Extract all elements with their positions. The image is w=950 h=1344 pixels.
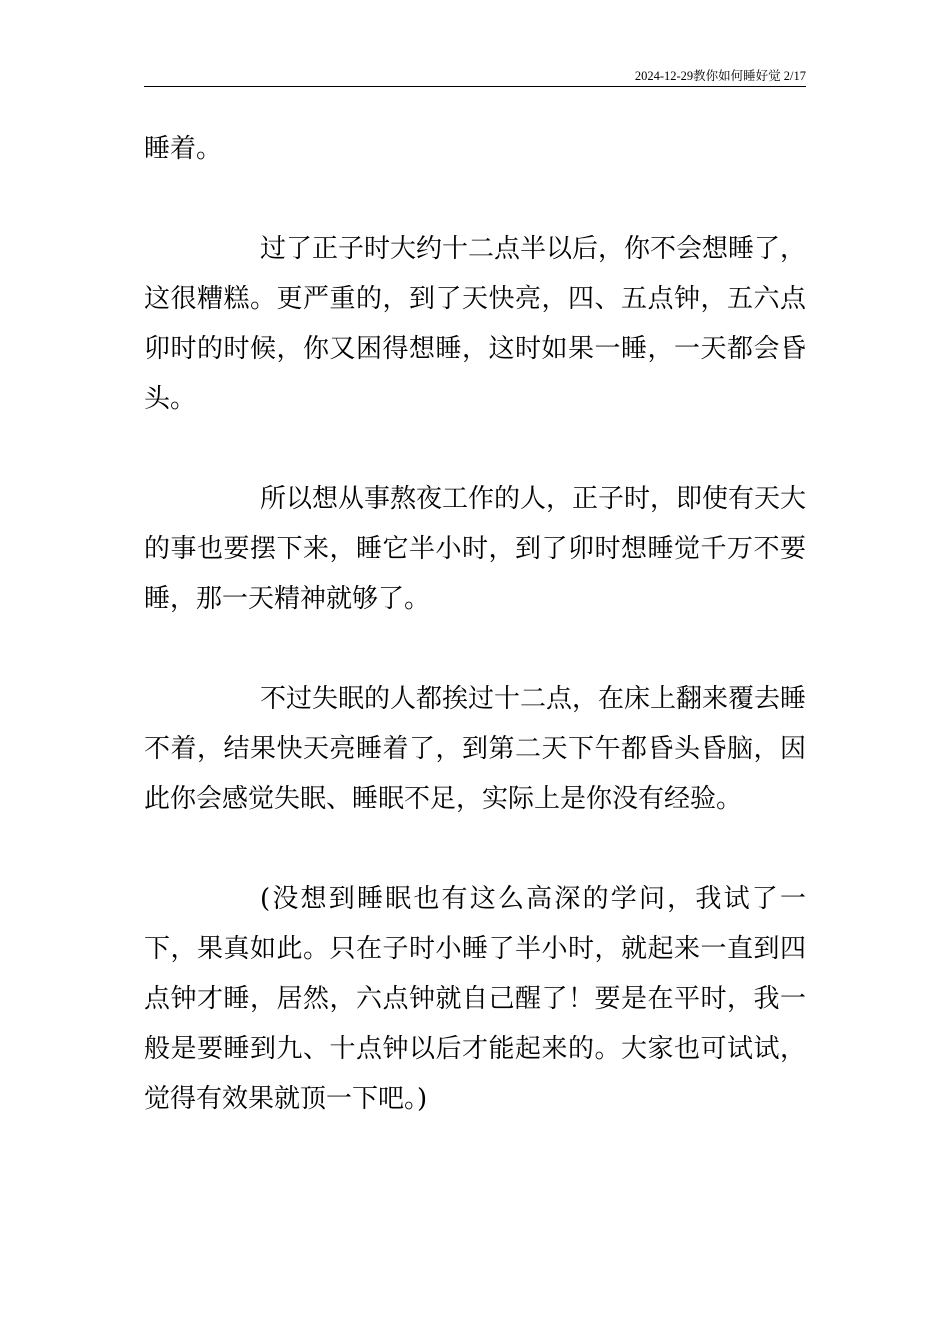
document-body <box>144 124 806 1124</box>
paragraph-5: (没想到睡眠也有这么高深的学问，我试了一下，果真如此。只在子时小睡了半小时，就起来一直到四点钟才睡，居然，六点钟就自己醒了！要是在平时，我一般是要睡到九、十点钟以后才能起来的。大家也可试试，觉得有效果就顶一下吧。) <box>144 884 806 1114</box>
header-title: 2024-12-29教你如何睡好觉 2/17 <box>634 69 806 83</box>
page-header <box>144 64 806 87</box>
paragraph-1: 睡着。 <box>144 134 223 164</box>
paragraph-3: 所以想从事熬夜工作的人，正子时，即使有天大的事也要摆下来，睡它半小时，到了卯时想睡觉千万不要睡，那一天精神就够了。 <box>144 484 807 614</box>
paragraph-4: 不过失眠的人都挨过十二点，在床上翻来覆去睡不着，结果快天亮睡着了，到第二天下午都昏头昏脑，因此你会感觉失眠、睡眠不足，实际上是你没有经验。 <box>144 684 807 814</box>
paragraph-2: 过了正子时大约十二点半以后，你不会想睡了，这很糟糕。更严重的，到了天快亮，四、五点钟，五六点卯时的时候，你又困得想睡，这时如果一睡，一天都会昏头。 <box>144 234 807 414</box>
